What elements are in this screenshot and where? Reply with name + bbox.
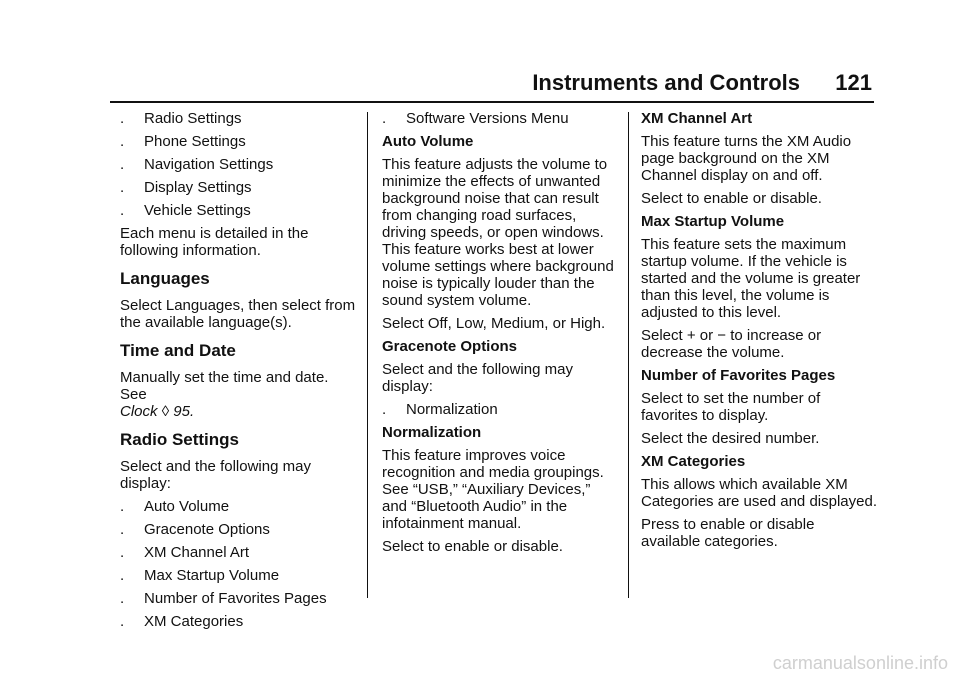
xref-page: 95.	[173, 403, 195, 420]
column-divider-1	[367, 112, 368, 598]
column-3	[641, 110, 877, 556]
max-startup-heading: Max Startup Volume	[641, 213, 785, 230]
radio-settings-heading: Radio Settings	[120, 430, 240, 449]
time-date-text: Manually set the time and date. See Clock ◊ 95.	[120, 369, 329, 420]
column-1	[120, 110, 356, 636]
favorites-text: Select to set the number of favorites to display.	[641, 390, 821, 424]
favorites-heading: Number of Favorites Pages	[641, 367, 836, 384]
list-item: . Radio Settings	[120, 110, 242, 127]
favorites-select: Select the desired number.	[641, 430, 820, 447]
list-item: . Normalization	[382, 401, 498, 418]
auto-volume-select: Select Off, Low, Medium, or High.	[382, 315, 606, 332]
section-title: Instruments and Controls	[532, 70, 800, 95]
xm-categories-select: Press to enable or disable available categories.	[641, 516, 815, 550]
auto-volume-heading: Auto Volume	[382, 133, 474, 150]
column-divider-2	[628, 112, 629, 598]
normalization-text: This feature improves voice recognition and media groupings. See “USB,” “Auxiliary Devices,” and “Bluetooth Audio” in the infotainment manual.	[382, 447, 604, 532]
list-item: . Phone Settings	[120, 133, 246, 150]
xm-channel-art-heading: XM Channel Art	[641, 110, 753, 127]
gracenote-text: Select and the following may display:	[382, 361, 573, 395]
languages-text: Select Languages, then select from the available language(s).	[120, 297, 356, 331]
intro-text: Each menu is detailed in the following information.	[120, 225, 309, 259]
watermark: carmanualsonline.info	[772, 653, 948, 673]
list-item: . Vehicle Settings	[120, 202, 251, 219]
time-date-heading: Time and Date	[120, 341, 236, 360]
languages-heading: Languages	[120, 269, 210, 288]
xm-categories-heading: XM Categories	[641, 453, 746, 470]
xref-arrow-icon: ◊	[161, 403, 170, 420]
clock-xref-link[interactable]: Clock	[120, 403, 158, 420]
list-item: . XM Channel Art	[120, 544, 250, 561]
page-header	[0, 70, 960, 100]
list-item: . Display Settings	[120, 179, 252, 196]
xm-categories-text: This allows which available XM Categories are used and displayed.	[641, 476, 877, 510]
xm-channel-art-text: This feature turns the XM Audio page background on the XM Channel display on and off.	[641, 133, 852, 184]
list-item: . Navigation Settings	[120, 156, 274, 173]
header-rule	[110, 101, 874, 103]
column-2	[382, 110, 618, 561]
auto-volume-text: This feature adjusts the volume to minimize the effects of unwanted background noise that can result from changing road surfaces, driving speeds, or open windows. This feature works best at lower volume settings where background noise is typically louder than the sound system volume.	[382, 156, 614, 309]
list-item: . Max Startup Volume	[120, 567, 280, 584]
list-item: . XM Categories	[120, 613, 244, 630]
gracenote-heading: Gracenote Options	[382, 338, 518, 355]
page-number: 121	[835, 70, 872, 95]
normalization-select: Select to enable or disable.	[382, 538, 563, 555]
list-item: . Software Versions Menu	[382, 110, 569, 127]
list-item: . Auto Volume	[120, 498, 230, 515]
max-startup-text: This feature sets the maximum startup volume. If the vehicle is started and the volume is greater than this level, the volume is adjusted to this level.	[641, 236, 861, 321]
xm-channel-art-select: Select to enable or disable.	[641, 190, 822, 207]
normalization-heading: Normalization	[382, 424, 482, 441]
list-item: . Gracenote Options	[120, 521, 270, 538]
list-item: . Number of Favorites Pages	[120, 590, 327, 607]
radio-settings-text: Select and the following may display:	[120, 458, 311, 492]
max-startup-select: Select + or − to increase or decrease the volume.	[641, 327, 822, 361]
